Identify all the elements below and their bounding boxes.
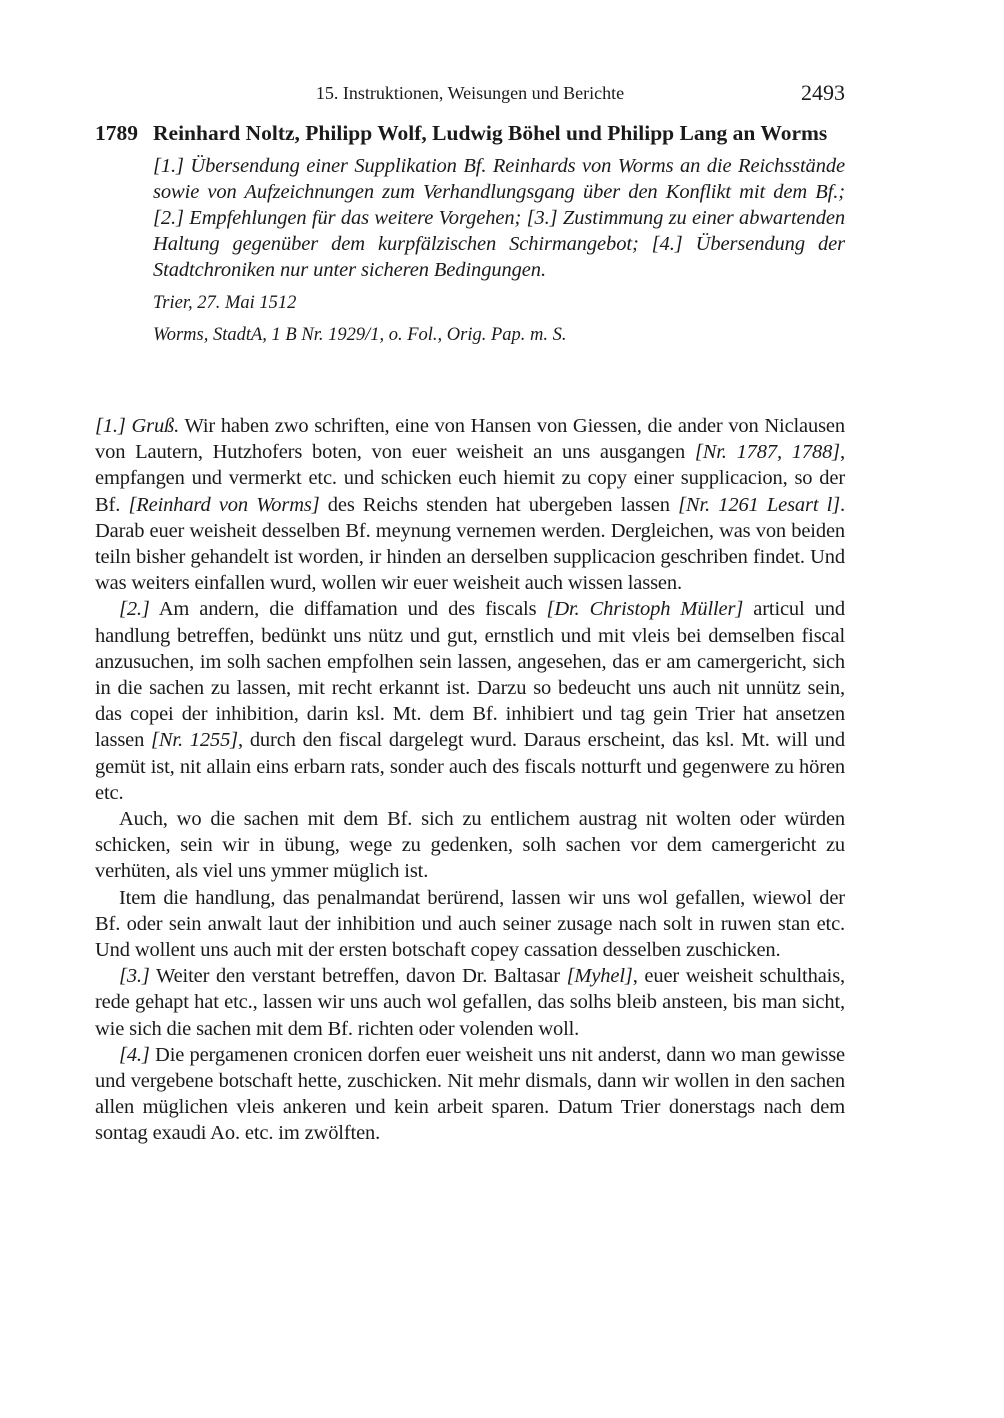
editorial-note: [Dr. Christoph Müller] (546, 598, 744, 621)
document-body (95, 413, 845, 1147)
paragraph (95, 596, 845, 806)
editorial-note: [1.] Gruß. (95, 415, 180, 437)
source-reference: Worms, StadtA, 1 B Nr. 1929/1, o. Fol., Orig. Pap. m. S. (153, 325, 567, 345)
editorial-note: [4.] (119, 1043, 150, 1066)
editorial-note: [2.] (119, 598, 150, 621)
text-segment: Weiter den verstant betreffen, davon Dr. Baltasar (149, 965, 567, 988)
text-segment: Am andern, die diffamation und des fiscals (149, 598, 547, 621)
editorial-note: [Nr. 1255] (151, 729, 238, 752)
place-date: Trier, 27. Mai 1512 (153, 293, 297, 313)
regest: [1.] Übersendung einer Supplikation Bf. Reinhards von Worms an die Reichsstände sowie von Aufzeichnungen zum Verhandlungsgang über den Konflikt mit dem Bf.; [2.] Empfehlungen für das weitere Vorgehen; [3.] Zustimmung zu einer abwartenden Haltung gegenüber dem kurpfälzischen Schirmangebot; [4.] Übersendung der Stadtchroniken nur unter sicheren Bedingungen. (153, 155, 845, 281)
document-title (95, 120, 845, 146)
running-header (95, 80, 845, 106)
document-number: 1789 (95, 121, 138, 145)
editorial-note: [Nr. 1261 Lesart l] (678, 493, 841, 516)
text-segment: . Darab euer weisheit desselben Bf. meynung vernemen werden. Dergleichen, was von beiden teiln bisher gehandelt ist worden, ir hinden an derselben supplicacion geschriben findet. Und was weiters einfallen wurd, wollen wir euer weisheit auch wissen lassen. (95, 493, 846, 595)
paragraph (95, 413, 845, 596)
editorial-note: [3.] (119, 965, 150, 988)
paragraph (95, 1042, 845, 1147)
text-segment: , durch den fiscal dargelegt wurd. Daraus erscheint, das ksl. Mt. will und gemüt ist, nit allain eins erbarn rats, sonder auch des fiscals notturft und gegenwere zu hören etc. (95, 729, 845, 804)
text-segment: , empfangen und vermerkt etc. und schicken euch hiemit zu copy einer supplicacion, so der Bf. (95, 441, 845, 516)
text-segment: des Reichs stenden hat ubergeben lassen (319, 493, 679, 516)
text-segment: Wir haben zwo schriften, eine von Hansen von Giessen, die ander von Niclausen von Lautern, Hutzhofers boten, von euer weisheit an uns ausgangen (95, 415, 845, 464)
paragraph (95, 963, 845, 1042)
text-segment: Die pergamenen cronicen dorfen euer weisheit uns nit anderst, dann wo man gewisse und vergebene botschaft hette, zuschicken. Nit mehr dismals, dann wir wollen in den sachen allen müglichen vleis ankeren und kein arbeit sparen. Datum Trier donerstags nach dem sontag exaudi Ao. etc. im zwölften. (95, 1043, 845, 1145)
text-segment: Item die handlung, das penalmandat berürend, lassen wir uns wol gefallen, wiewol der Bf. oder sein anwalt laut der inhibition und auch seiner zusage nach solt in ruwen stan etc. Und wollent uns auch mit der ersten botschaft copey cassation desselben zuschicken. (95, 886, 845, 962)
paragraph (95, 806, 845, 885)
editorial-note: [Nr. 1787, 1788] (694, 441, 841, 464)
paragraph (95, 885, 845, 964)
section-title: 15. Instruktionen, Weisungen und Berichte (315, 83, 625, 103)
text-segment: , euer weisheit schulthais, rede gehapt hat etc., lassen wir uns auch wol gefallen, das solhs bleib ansteen, bis man sicht, wie sich die sachen mit dem Bf. richten oder volenden woll. (95, 965, 846, 1040)
text-segment: articul und handlung betreffen, bedünkt uns nütz und gut, ernstlich und mit vleis bei demselben fiscal anzusuchen, im solh sachen empfolhen sein lassen, angesehen, das er am camergericht, sich in die sachen zu lassen, mit recht erkannt ist. Darzu so bedeucht uns auch nit unnütz sein, das copei der inhibition, darin ksl. Mt. dem Bf. inhibiert und tag gein Trier hat ansetzen lassen (95, 598, 845, 752)
document-title-text: Reinhard Noltz, Philipp Wolf, Ludwig Böhel und Philipp Lang an Worms (153, 121, 828, 145)
editorial-note: [Myhel] (566, 965, 633, 988)
editorial-note: [Reinhard von Worms] (128, 493, 320, 516)
page-number: 2493 (801, 80, 845, 105)
text-segment: Auch, wo die sachen mit dem Bf. sich zu entlichem austrag nit wolten oder würden schicken, sein wir in übung, wege zu gedenken, solh sachen vor dem camergericht zu verhüten, als viel uns ymmer müglich ist. (95, 808, 845, 883)
document-header (95, 120, 845, 347)
